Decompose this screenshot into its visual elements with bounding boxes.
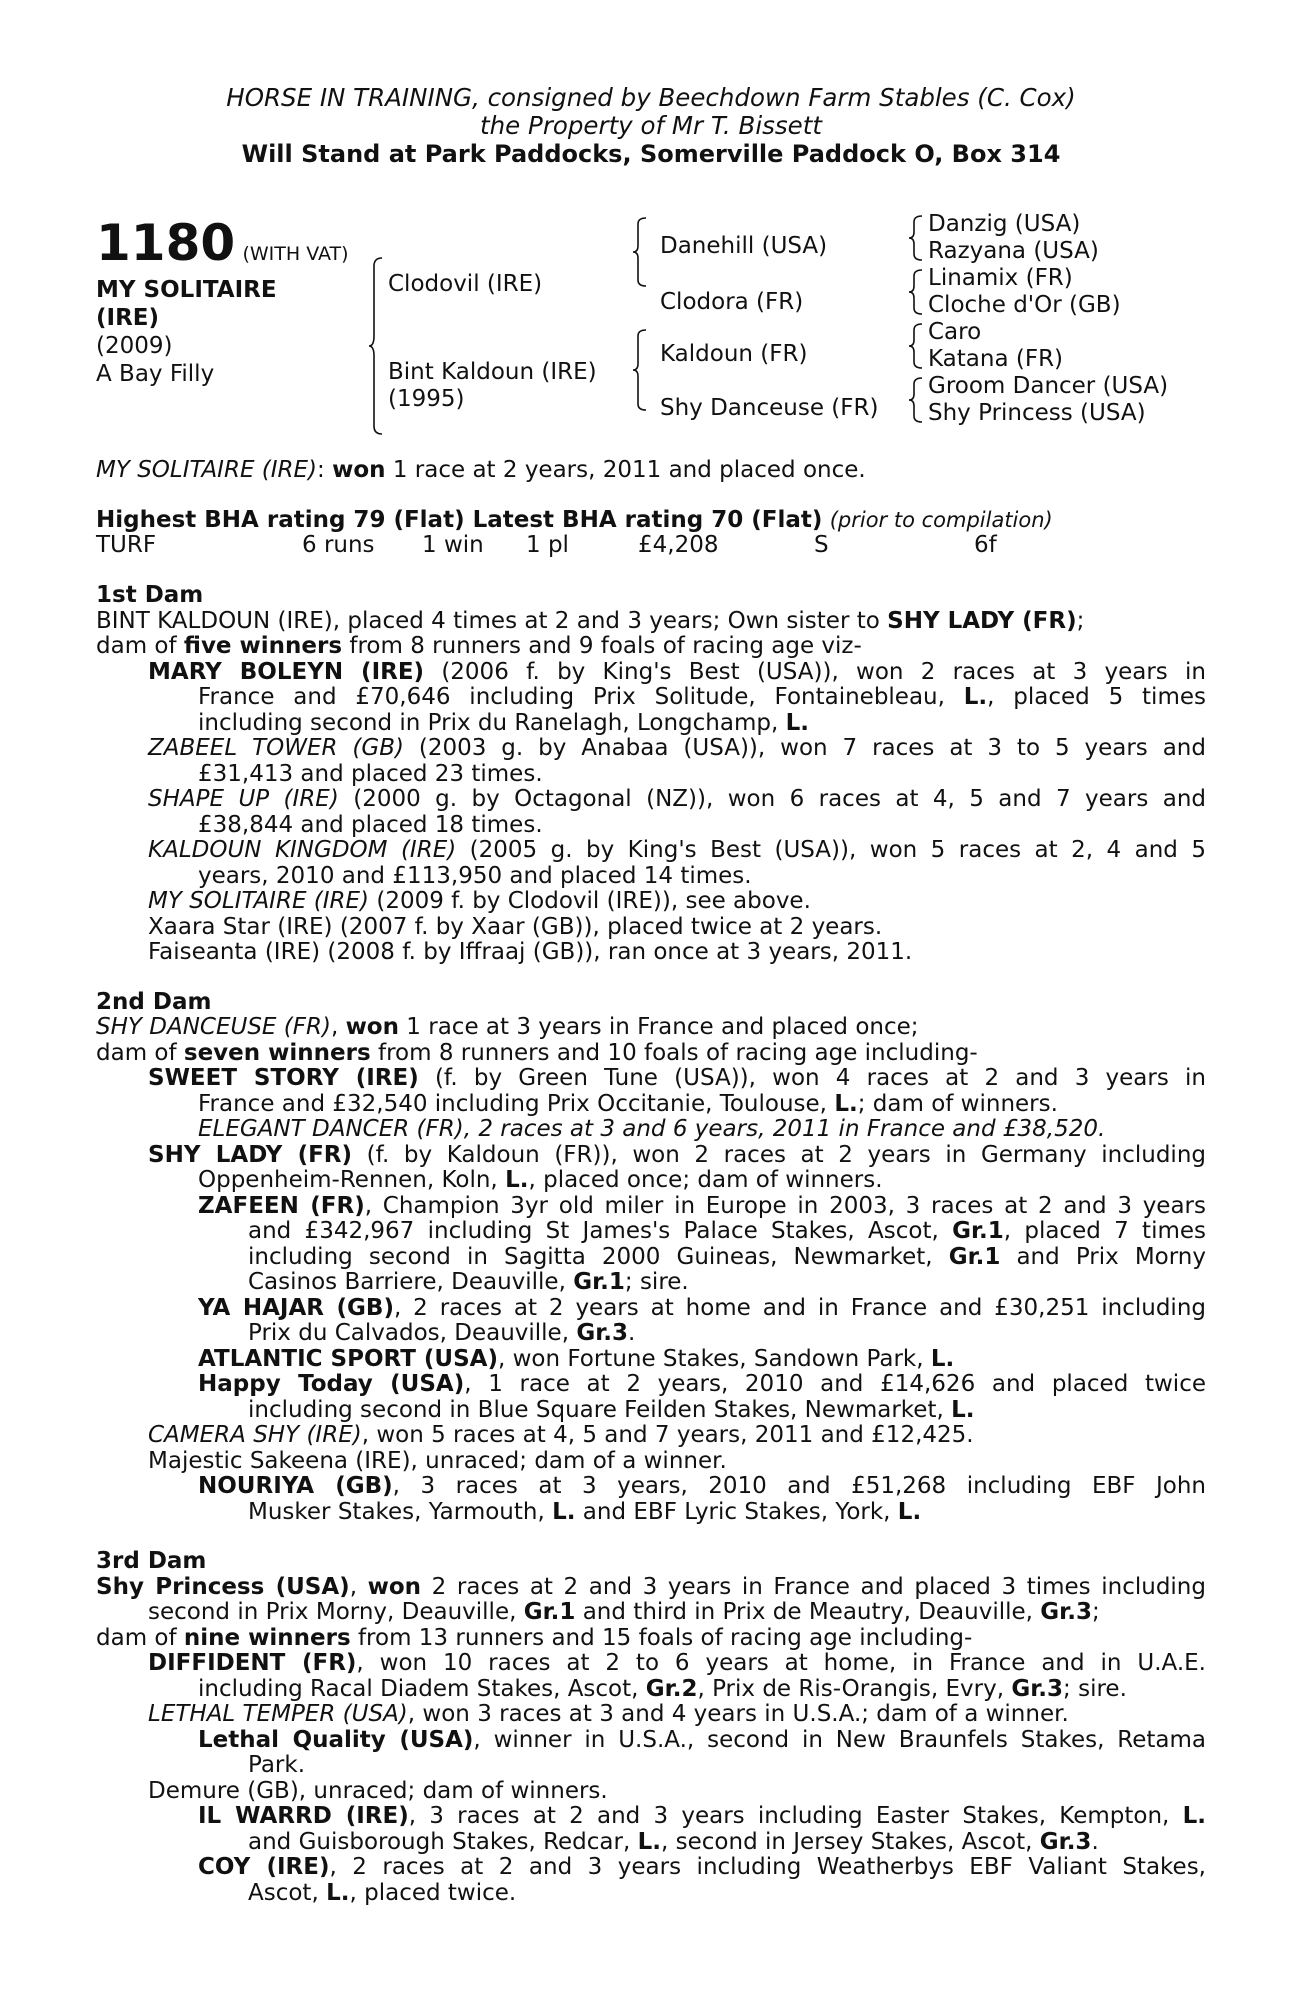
- progeny-text: , won Fortune Stakes, Sandown Park,: [497, 1345, 931, 1372]
- progeny-text: ; sire.: [624, 1269, 689, 1295]
- first-dam-produce: [96, 634, 1206, 660]
- intro-text: 2 races at 2 and 3 years in France and placed 3 times including: [421, 1573, 1206, 1600]
- progeny-name: CAMERA SHY (IRE): [148, 1422, 362, 1448]
- listed-mark: L.: [505, 1167, 529, 1193]
- progeny-text: Ascot,: [248, 1879, 327, 1906]
- comma: ,: [330, 1014, 346, 1040]
- third-dam-title: 3rd Dam: [96, 1548, 207, 1574]
- group-mark: Gr.2: [645, 1675, 698, 1702]
- second-dam-section: [96, 990, 1206, 1526]
- won-label: won: [345, 1014, 399, 1040]
- progeny-name: ZABEEL TOWER (GB): [148, 735, 404, 761]
- progeny-text: .: [628, 1320, 636, 1346]
- progeny-text: , Champion 3yr old miler in Europe in 2003, 3 races at 2 and 3 years: [364, 1192, 1206, 1219]
- earnings: £4,208: [638, 532, 719, 558]
- third-dam-produce: [96, 1626, 1206, 1652]
- second-dam-produce: [96, 1041, 1206, 1067]
- summary-colon: :: [317, 457, 333, 483]
- progeny-zabeel-tower: [148, 736, 1206, 787]
- ss-sire: Danzig (USA): [928, 211, 1081, 237]
- sd-dam: Cloche d'Or (GB): [928, 292, 1121, 318]
- progeny-text: (f. by Green Tune (USA)), won 4 races at 2 and 3 years in: [418, 1065, 1207, 1091]
- progeny-text: Oppenheim-Rennen, Koln,: [198, 1167, 506, 1193]
- produce-tail: from 8 runners and 10 foals of racing age including-: [370, 1039, 978, 1066]
- progeny-text: France and £70,646 including Prix Solitude, Fontainebleau,: [198, 684, 964, 710]
- produce-tail: from 8 runners and 9 foals of racing age viz-: [342, 633, 862, 659]
- group-mark: Gr.3: [1011, 1675, 1064, 1702]
- progeny-text: including second in Sagitta 2000 Guineas, Newmarket,: [248, 1243, 949, 1270]
- dd-dam: Shy Princess (USA): [928, 400, 1146, 426]
- listed-mark: L.: [834, 1090, 858, 1117]
- progeny-text: (2006 f. by King's Best (USA)), won 2 races at 3 years in: [424, 658, 1206, 685]
- first-dam-title: 1st Dam: [96, 582, 204, 608]
- listed-mark: L.: [963, 684, 988, 710]
- listed-mark: L.: [951, 1396, 975, 1423]
- owner-line: the Property of Mr T. Bissett: [480, 111, 822, 140]
- progeny-name: COY (IRE): [198, 1854, 330, 1880]
- group-mark: Gr.1: [948, 1243, 1001, 1270]
- progeny-text: , second in Jersey Stakes, Ascot,: [661, 1828, 1040, 1855]
- rating-section: [96, 508, 1206, 560]
- second-dam-intro: [96, 1015, 1206, 1041]
- catalogue-page: [96, 84, 1206, 1906]
- surface: TURF: [96, 532, 157, 558]
- progeny-name: LETHAL TEMPER (USA): [148, 1701, 408, 1727]
- progeny-text: , winner in U.S.A., second in New Braunfels Stakes, Retama: [473, 1726, 1206, 1753]
- foaling-year: (2009): [96, 333, 173, 359]
- ds-sire: Caro: [928, 319, 982, 345]
- ss-bracket: [908, 214, 926, 262]
- progeny-text: including Racal Diadem Stakes, Ascot,: [198, 1675, 646, 1702]
- progeny-lethal-temper: [148, 1702, 1206, 1728]
- progeny-camera-shy: [148, 1423, 1206, 1449]
- third-dam-section: [96, 1549, 1206, 1906]
- progeny-name: ZAFEEN (FR): [198, 1192, 365, 1219]
- intro-text: second in Prix Morny, Deauville,: [148, 1599, 524, 1625]
- listed-mark: L.: [785, 709, 809, 736]
- comma: ,: [349, 1573, 368, 1600]
- intro-sister: SHY LADY (FR): [887, 607, 1077, 634]
- runs: 6 runs: [302, 532, 375, 558]
- progeny-name: IL WARRD (IRE): [198, 1803, 409, 1829]
- ds-bracket: [908, 322, 926, 370]
- produce-winners: seven winners: [183, 1039, 371, 1066]
- produce-text: dam of: [96, 1039, 184, 1066]
- progeny-text: and EBF Lyric Stakes, York,: [575, 1498, 898, 1525]
- first-dam-section: [96, 583, 1206, 966]
- progeny-text: , 2 races at 2 and 3 years including Weatherbys EBF Valiant Stakes,: [329, 1854, 1206, 1880]
- progeny-text: , 2 races at 2 years at home and in France and £30,251 including: [393, 1294, 1206, 1321]
- progeny-text: and £342,967 including St James's Palace Stakes, Ascot,: [248, 1218, 953, 1244]
- dam-name: SHY DANCEUSE (FR): [96, 1014, 331, 1040]
- grand-progeny-zafeen: [198, 1194, 1206, 1296]
- progeny-shy-lady: [148, 1143, 1206, 1194]
- intro-punct: ;: [1091, 1599, 1100, 1625]
- consignor-line: HORSE IN TRAINING, consigned by Beechdown Farm Stables (C. Cox): [226, 83, 1076, 112]
- progeny-text: , 3 races at 3 years, 2010 and £51,268 including EBF John: [392, 1473, 1206, 1499]
- horse-country: (IRE): [96, 305, 160, 331]
- group-mark: Gr.3: [1040, 1599, 1092, 1625]
- sire-sire: Danehill (USA): [660, 233, 828, 259]
- progeny-text: , won 5 races at 4, 5 and 7 years, 2011 and £12,425.: [361, 1422, 974, 1448]
- progeny-text: , placed once; dam of winners.: [528, 1167, 883, 1193]
- summary-text: 1 race at 2 years, 2011 and placed once.: [392, 457, 866, 483]
- progeny-text: £38,844 and placed 18 times.: [198, 811, 543, 838]
- grand-progeny-nouriya: [198, 1474, 1206, 1525]
- listed-mark: L.: [552, 1498, 576, 1525]
- ds-dam: Katana (FR): [928, 346, 1064, 372]
- summary-horse-name: MY SOLITAIRE (IRE): [96, 457, 318, 483]
- progeny-text: Casinos Barriere, Deauville,: [248, 1269, 574, 1295]
- listed-mark: L.: [930, 1345, 955, 1372]
- progeny-majestic-sakeena: Majestic Sakeena (IRE), unraced; dam of a winner.: [148, 1447, 727, 1474]
- progeny-name: YA HAJAR (GB): [198, 1294, 394, 1321]
- stabling-line: Will Stand at Park Paddocks, Somerville Paddock O, Box 314: [241, 140, 1061, 168]
- progeny-shape-up: [148, 787, 1206, 838]
- progeny-name: MARY BOLEYN (IRE): [148, 658, 425, 685]
- third-dam-intro: [96, 1575, 1206, 1626]
- progeny-text: including second in Blue Square Feilden Stakes, Newmarket,: [248, 1396, 952, 1423]
- sd-bracket: [908, 268, 926, 316]
- second-dam-title: 2nd Dam: [96, 988, 212, 1015]
- progeny-name: SWEET STORY (IRE): [148, 1065, 419, 1091]
- progeny-name: Happy Today (USA): [198, 1371, 465, 1397]
- grand-progeny-il-warrd: [198, 1804, 1206, 1855]
- progeny-text: , won 3 races at 3 and 4 years in U.S.A.; dam of a winner.: [407, 1701, 1069, 1727]
- wins: 1 win: [422, 532, 484, 558]
- group-mark: Gr.1: [573, 1269, 625, 1295]
- intro-text: BINT KALDOUN (IRE), placed 4 times at 2 and 3 years; Own sister to: [96, 607, 888, 634]
- form-figures: [96, 533, 1206, 559]
- group-mark: Gr.1: [952, 1218, 1004, 1244]
- progeny-name: KALDOUN KINGDOM (IRE): [148, 837, 457, 863]
- progeny-name: MY SOLITAIRE (IRE): [148, 888, 370, 914]
- progeny-my-solitaire: [148, 889, 1206, 915]
- progeny-xaara-star: Xaara Star (IRE) (2007 f. by Xaar (GB)), placed twice at 2 years.: [148, 913, 883, 940]
- progeny-text: .: [1091, 1828, 1099, 1855]
- progeny-text: including second in Prix du Ranelagh, Longchamp,: [198, 709, 786, 736]
- won-label: won: [367, 1573, 422, 1600]
- intro-punct: ;: [1076, 607, 1085, 634]
- progeny-text: (f. by Kaldoun (FR)), won 2 races at 2 years in Germany including: [352, 1141, 1206, 1168]
- lot-number: 1180: [96, 214, 236, 272]
- progeny-text: Prix du Calvados, Deauville,: [248, 1320, 577, 1346]
- progeny-name: SHAPE UP (IRE): [148, 786, 339, 812]
- progeny-kaldoun-kingdom: [148, 838, 1206, 889]
- progeny-name: DIFFIDENT (FR): [148, 1650, 357, 1676]
- dam-bracket: [632, 328, 650, 412]
- progeny-text: , placed 5 times: [987, 684, 1206, 710]
- dam-year: (1995): [388, 386, 465, 412]
- progeny-demure: Demure (GB), unraced; dam of winners.: [148, 1777, 608, 1804]
- progeny-text: ; sire.: [1063, 1675, 1127, 1702]
- progeny-text: (2009 f. by Clodovil (IRE)), see above.: [369, 888, 811, 914]
- grand-progeny-happy-today: [198, 1372, 1206, 1423]
- pedigree-bracket: [368, 256, 388, 436]
- placed: 1 pl: [526, 532, 569, 558]
- progeny-text: France and £32,540 including Prix Occitanie, Toulouse,: [198, 1090, 835, 1117]
- vat-note: (WITH VAT): [242, 243, 349, 265]
- lot-number-line: [96, 214, 349, 272]
- group-mark: Gr.1: [523, 1599, 576, 1625]
- grand-progeny-ya-hajar: [198, 1296, 1206, 1347]
- grand-progeny-lethal-quality: [198, 1728, 1206, 1779]
- progeny-text: and Guisborough Stakes, Redcar,: [248, 1828, 638, 1855]
- dd-sire: Groom Dancer (USA): [928, 373, 1169, 399]
- sd-sire: Linamix (FR): [928, 265, 1073, 291]
- listed-mark: L.: [897, 1498, 922, 1525]
- progeny-text: , placed 7 times: [1003, 1218, 1206, 1244]
- rating-note: (prior to compilation): [829, 507, 1053, 532]
- produce-text: dam of: [96, 633, 184, 659]
- progeny-name: NOURIYA (GB): [198, 1473, 393, 1499]
- first-dam-intro: [96, 609, 1206, 635]
- progeny-text: (2003 g. by Anabaa (USA)), won 7 races at 3 to 5 years and: [403, 735, 1206, 761]
- group-mark: Gr.3: [576, 1320, 629, 1346]
- produce-text: dam of: [96, 1624, 184, 1651]
- grand-progeny-elegant-dancer: ELEGANT DANCER (FR), 2 races at 3 and 6 years, 2011 in France and £38,520.: [198, 1116, 1106, 1142]
- progeny-text: (2005 g. by King's Best (USA)), won 5 races at 2, 4 and 5: [456, 837, 1206, 863]
- progeny-mary-boleyn: [148, 660, 1206, 737]
- progeny-text: (2000 g. by Octagonal (NZ)), won 6 races at 4, 5 and 7 years and: [338, 786, 1206, 812]
- dam-name: Shy Princess (USA): [96, 1573, 350, 1600]
- progeny-name: Lethal Quality (USA): [198, 1726, 474, 1753]
- listed-mark: L.: [1182, 1803, 1206, 1829]
- listed-mark: L.: [637, 1828, 662, 1855]
- progeny-text: and Prix Morny: [1000, 1243, 1206, 1270]
- race-summary: [96, 458, 1206, 484]
- produce-tail: from 13 runners and 15 foals of racing age including-: [350, 1624, 973, 1651]
- grand-progeny-atlantic-sport: [198, 1347, 1206, 1373]
- rating-line: [96, 508, 1206, 534]
- progeny-text: ; dam of winners.: [857, 1090, 1058, 1117]
- horse-description: A Bay Filly: [96, 361, 215, 387]
- grand-progeny-coy: [198, 1855, 1206, 1906]
- distance: 6f: [974, 532, 997, 558]
- progeny-diffident: [148, 1651, 1206, 1702]
- going: S: [814, 532, 829, 558]
- sire: Clodovil (IRE): [388, 271, 543, 297]
- sire-dam: Clodora (FR): [660, 289, 804, 315]
- intro-text: 1 race at 3 years in France and placed once;: [399, 1014, 919, 1040]
- intro-text: and third in Prix de Meautry, Deauville,: [575, 1599, 1041, 1625]
- bha-rating: Highest BHA rating 79 (Flat) Latest BHA rating 70 (Flat): [96, 506, 823, 533]
- pedigree-block: [96, 212, 1206, 442]
- listed-mark: L.: [326, 1879, 350, 1906]
- horse-name: MY SOLITAIRE: [96, 277, 277, 303]
- dd-bracket: [908, 376, 926, 424]
- progeny-text: , 3 races at 2 and 3 years including Easter Stakes, Kempton,: [408, 1803, 1183, 1829]
- progeny-text: Park.: [248, 1752, 306, 1778]
- progeny-sweet-story: [148, 1066, 1206, 1143]
- dam-sire: Kaldoun (FR): [660, 341, 808, 367]
- dam-dam: Shy Danceuse (FR): [660, 395, 879, 421]
- progeny-text: £31,413 and placed 23 times.: [198, 760, 543, 787]
- group-mark: Gr.3: [1039, 1828, 1092, 1855]
- produce-winners: five winners: [183, 633, 343, 659]
- progeny-faiseanta: Faiseanta (IRE) (2008 f. by Iffraaj (GB)), ran once at 3 years, 2011.: [148, 939, 913, 965]
- produce-winners: nine winners: [183, 1624, 351, 1651]
- progeny-text: , Prix de Ris-Orangis, Evry,: [697, 1675, 1012, 1702]
- progeny-name: SHY LADY (FR): [148, 1141, 353, 1168]
- ss-dam: Razyana (USA): [928, 238, 1099, 264]
- progeny-text: , placed twice.: [349, 1879, 517, 1906]
- summary-won: won: [332, 457, 386, 483]
- progeny-name: ATLANTIC SPORT (USA): [198, 1345, 498, 1372]
- sire-bracket: [632, 216, 650, 288]
- progeny-text: years, 2010 and £113,950 and placed 14 times.: [198, 862, 752, 889]
- progeny-text: , won 10 races at 2 to 6 years at home, in France and in U.A.E.: [356, 1650, 1206, 1676]
- progeny-text: , 1 race at 2 years, 2010 and £14,626 and placed twice: [464, 1371, 1206, 1397]
- consignment-header: [96, 84, 1206, 168]
- dam: Bint Kaldoun (IRE): [388, 359, 597, 385]
- progeny-text: Musker Stakes, Yarmouth,: [248, 1498, 553, 1525]
